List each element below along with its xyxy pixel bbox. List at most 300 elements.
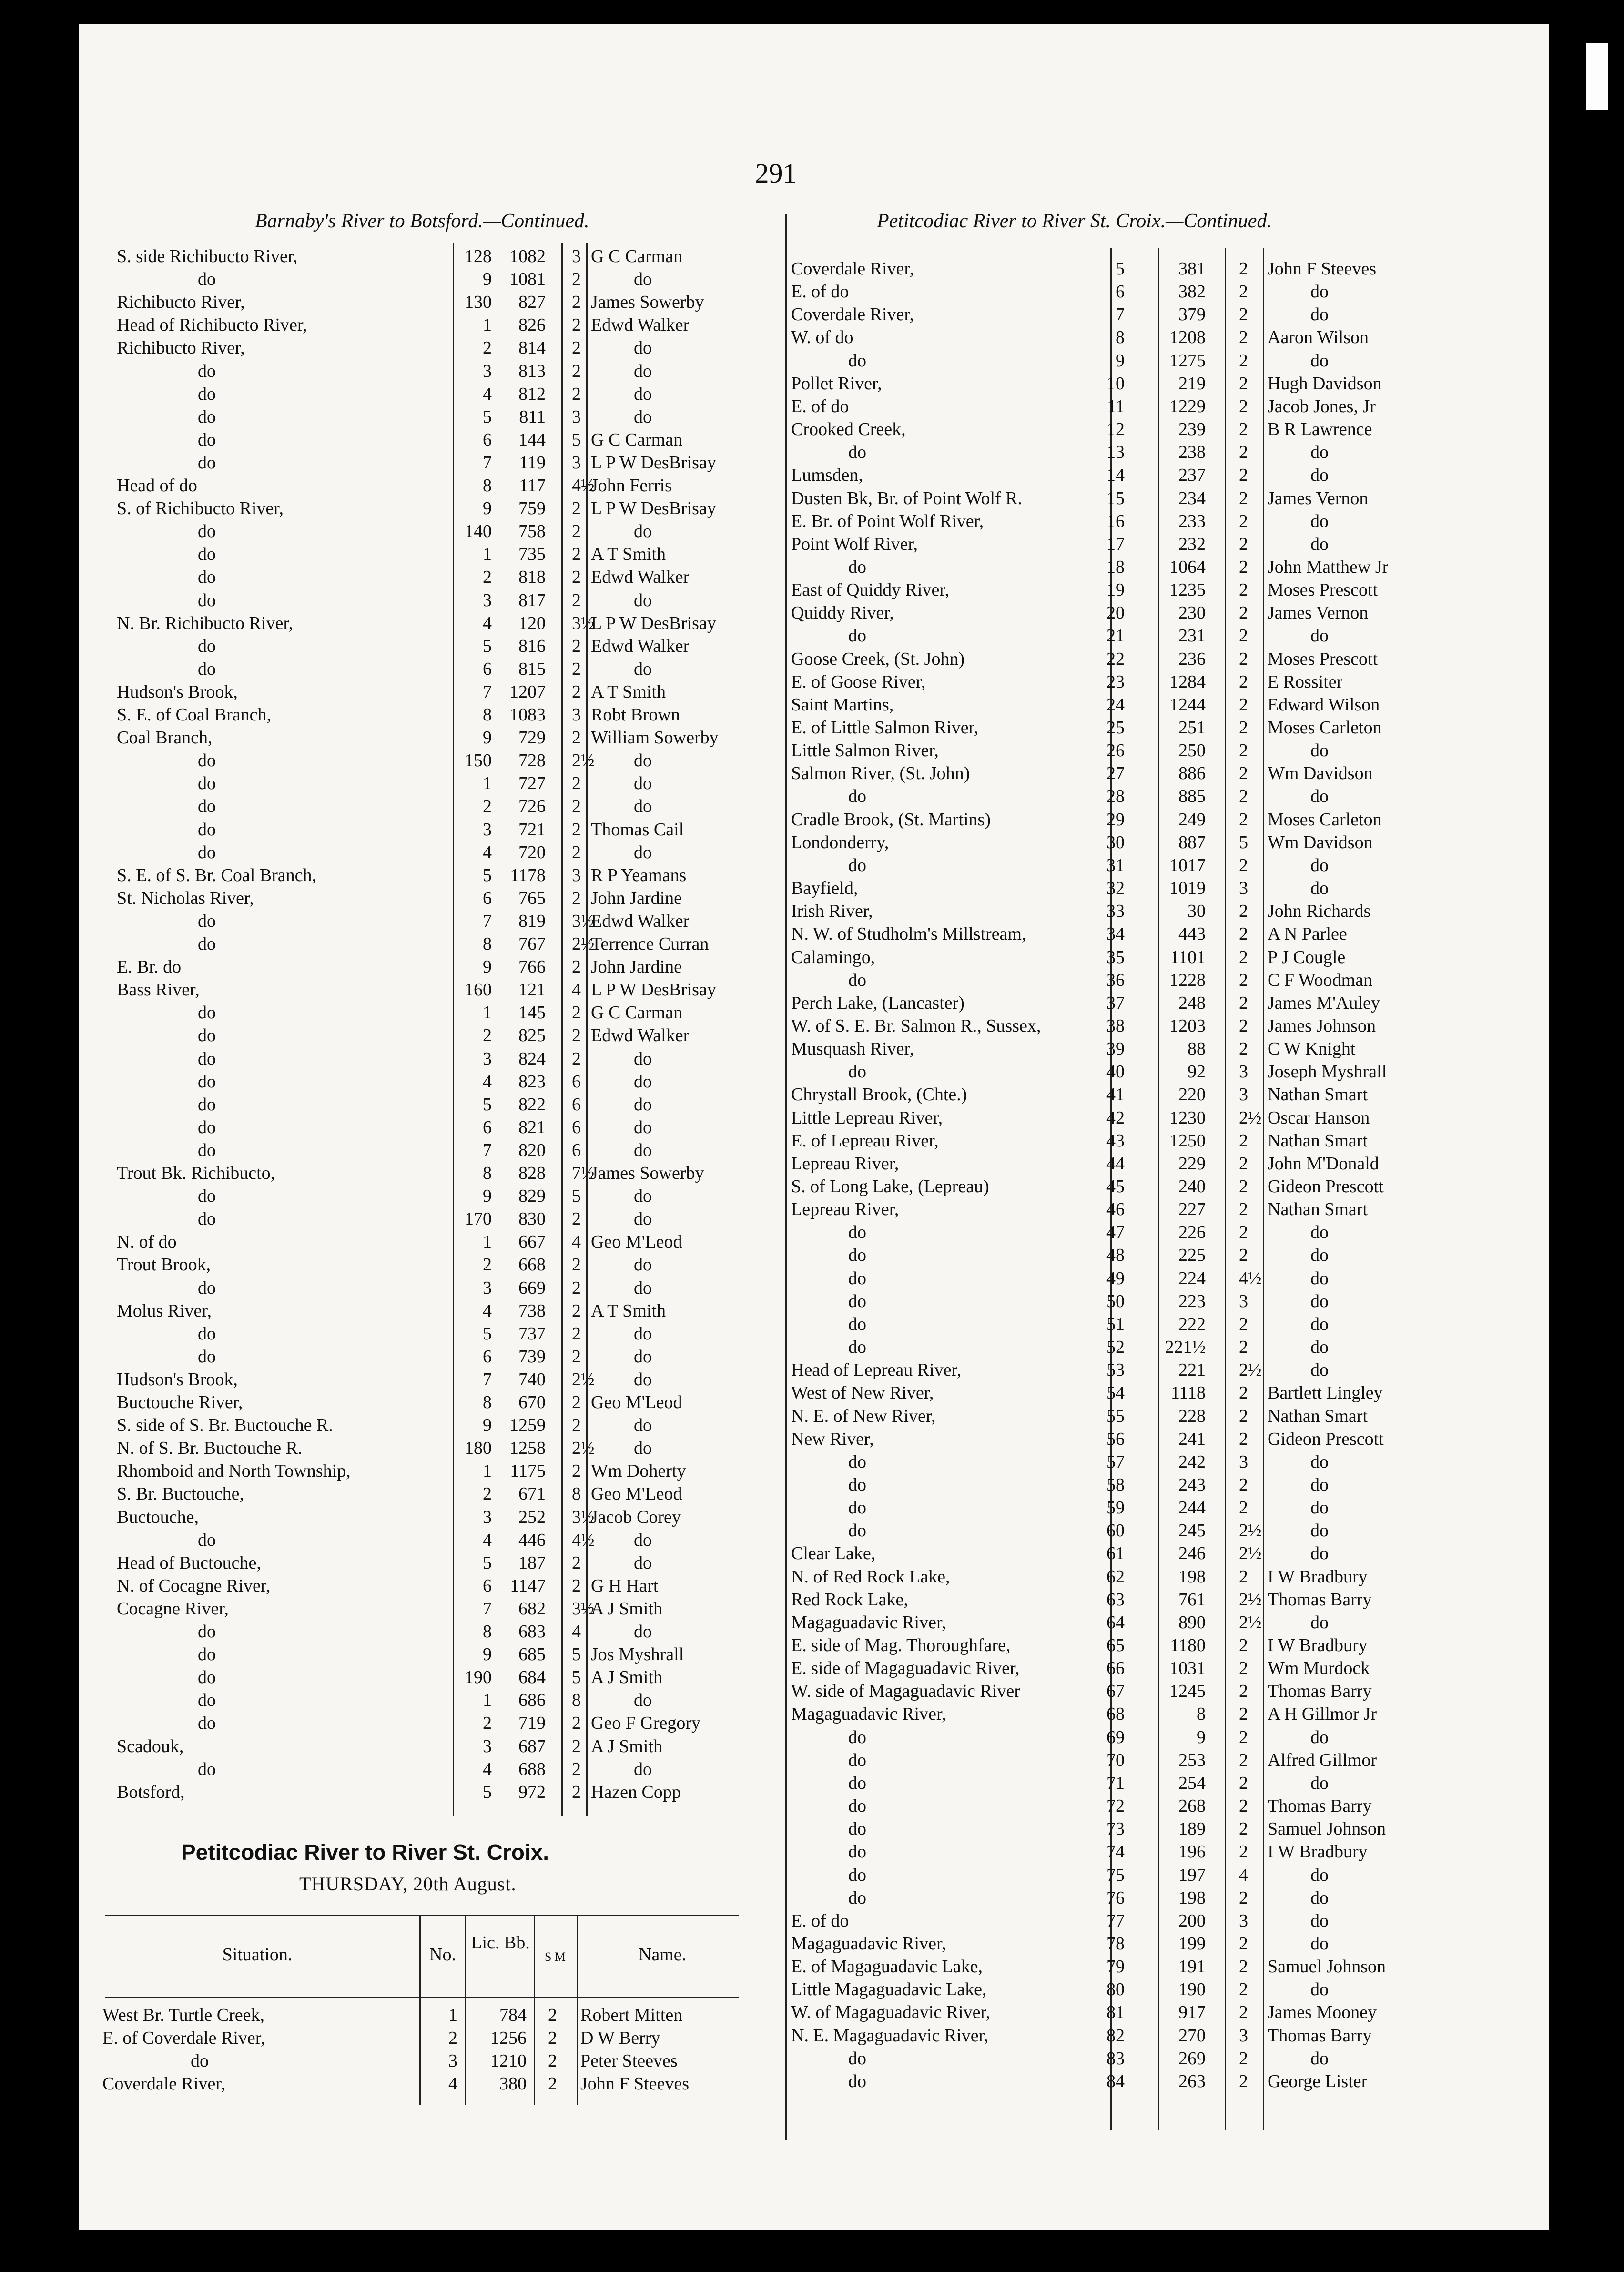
licence-cell: 1256: [490, 2028, 527, 2048]
licence-cell: 890: [1178, 1612, 1206, 1633]
situation-cell: do: [848, 557, 866, 577]
situation-cell: do: [198, 567, 216, 588]
miles-cell: 2: [1239, 1796, 1248, 1816]
licence-cell: 830: [518, 1209, 546, 1229]
number-cell: 8: [483, 476, 492, 496]
number-cell: 3: [483, 1507, 492, 1527]
miles-cell: 2: [548, 2074, 557, 2094]
licence-cell: 719: [518, 1713, 546, 1734]
number-cell: 83: [1106, 2048, 1125, 2069]
name-cell: L P W DesBrisay: [591, 613, 716, 633]
miles-cell: 2½: [1239, 1360, 1262, 1380]
situation-cell: do: [198, 1323, 216, 1344]
licence-cell: 886: [1178, 763, 1206, 784]
number-cell: 5: [483, 406, 492, 427]
licence-cell: 821: [518, 1117, 546, 1137]
licence-cell: 268: [1178, 1796, 1206, 1816]
miles-cell: 3½: [572, 911, 595, 931]
number-cell: 21: [1106, 626, 1125, 646]
number-cell: 160: [465, 980, 492, 1000]
situation-cell: Chrystall Brook, (Chte.): [791, 1085, 967, 1105]
name-cell: G C Carman: [591, 246, 683, 266]
miles-cell: 3: [572, 865, 581, 885]
licence-cell: 1082: [509, 246, 546, 266]
licence-cell: 828: [518, 1163, 546, 1183]
center-divider: [785, 214, 787, 2140]
number-cell: 41: [1106, 1085, 1125, 1105]
situation-cell: do: [198, 1530, 216, 1550]
situation-cell: do: [198, 269, 216, 290]
situation-cell: do: [848, 1887, 866, 1908]
situation-cell: W. side of Magaguadavic River: [791, 1681, 1020, 1702]
miles-cell: 2: [1239, 1199, 1248, 1220]
situation-cell: do: [198, 406, 216, 427]
situation-cell: E. of Coverdale River,: [102, 2028, 265, 2048]
situation-cell: S. of Long Lake, (Lepreau): [791, 1177, 989, 1197]
miles-cell: 2: [1239, 442, 1248, 463]
number-cell: 48: [1106, 1245, 1125, 1266]
miles-cell: 3½: [572, 613, 595, 633]
situation-cell: do: [198, 659, 216, 679]
name-cell: do: [634, 1622, 652, 1642]
name-cell: C F Woodman: [1268, 970, 1373, 990]
situation-cell: do: [848, 1750, 866, 1770]
header-lic: Lic. Bb.: [471, 1933, 530, 1953]
licence-cell: 1175: [510, 1461, 546, 1481]
number-cell: 9: [483, 957, 492, 977]
miles-cell: 2: [1239, 671, 1248, 692]
name-cell: A J Smith: [591, 1598, 662, 1619]
licence-cell: 819: [518, 911, 546, 931]
licence-cell: 667: [518, 1232, 546, 1252]
situation-cell: Molus River,: [117, 1300, 212, 1321]
licence-cell: 726: [518, 796, 546, 817]
number-cell: 150: [465, 751, 492, 771]
number-cell: 42: [1106, 1107, 1125, 1128]
licence-cell: 251: [1178, 718, 1206, 738]
licence-cell: 224: [1178, 1268, 1206, 1288]
miles-cell: 2: [572, 681, 581, 702]
number-cell: 81: [1106, 2002, 1125, 2023]
miles-cell: 2: [1239, 1979, 1248, 2000]
situation-cell: West Br. Turtle Creek,: [102, 2005, 264, 2025]
situation-cell: Head of Buctouche,: [117, 1552, 261, 1573]
situation-cell: Crooked Creek,: [791, 419, 906, 440]
licence-cell: 735: [518, 544, 546, 565]
number-cell: 4: [483, 384, 492, 404]
number-cell: 9: [483, 269, 492, 290]
name-cell: P J Cougle: [1268, 947, 1346, 967]
number-cell: 4: [483, 613, 492, 633]
licence-cell: 1178: [510, 865, 546, 885]
miles-cell: 2: [572, 590, 581, 610]
situation-cell: do: [198, 1644, 216, 1665]
number-cell: 66: [1106, 1658, 1125, 1679]
licence-cell: 381: [1178, 259, 1206, 279]
miles-cell: 3½: [572, 1507, 595, 1527]
situation-cell: S. of Richibucto River,: [117, 498, 284, 519]
name-cell: do: [634, 1140, 652, 1160]
name-cell: Geo M'Leod: [591, 1392, 682, 1412]
licence-cell: 818: [518, 567, 546, 588]
situation-cell: Richibucto River,: [117, 338, 245, 358]
licence-cell: 729: [518, 728, 546, 748]
miles-cell: 2: [1239, 993, 1248, 1013]
miles-cell: 4½: [1239, 1268, 1262, 1288]
miles-cell: 2: [572, 1048, 581, 1069]
number-cell: 128: [465, 246, 492, 266]
miles-cell: 2: [572, 269, 581, 290]
name-cell: do: [1310, 626, 1329, 646]
miles-cell: 2: [1239, 1498, 1248, 1518]
left-rule-2: [561, 243, 563, 1816]
number-cell: 9: [1116, 350, 1125, 371]
licence-cell: 1081: [509, 269, 546, 290]
miles-cell: 2: [572, 1025, 581, 1046]
situation-cell: do: [198, 1713, 216, 1734]
miles-cell: 5: [572, 1186, 581, 1207]
miles-cell: 2: [1239, 1153, 1248, 1174]
number-cell: 6: [483, 1117, 492, 1137]
name-cell: Wm Murdock: [1268, 1658, 1370, 1679]
name-cell: Alfred Gillmor: [1268, 1750, 1377, 1770]
situation-cell: do: [198, 796, 216, 817]
situation-cell: do: [848, 1291, 866, 1311]
miles-cell: 2: [1239, 649, 1248, 669]
licence-cell: 197: [1178, 1865, 1206, 1885]
right-column-header: Petitcodiac River to River St. Croix.—Continued.: [877, 210, 1272, 232]
situation-cell: do: [848, 1337, 866, 1358]
miles-cell: 2: [1239, 694, 1248, 715]
miles-cell: 2: [572, 728, 581, 748]
miles-cell: 2: [572, 1575, 581, 1596]
number-cell: 8: [483, 1163, 492, 1183]
number-cell: 8: [483, 1392, 492, 1412]
number-cell: 53: [1106, 1360, 1125, 1380]
header-sm: S M: [544, 1950, 566, 1964]
miles-cell: 2: [1239, 1474, 1248, 1495]
situation-cell: N. of S. Br. Buctouche R.: [117, 1438, 303, 1459]
number-cell: 2: [483, 1255, 492, 1275]
number-cell: 3: [483, 1736, 492, 1756]
situation-cell: E. of Goose River,: [791, 671, 926, 692]
number-cell: 36: [1106, 970, 1125, 990]
situation-cell: Red Rock Lake,: [791, 1589, 908, 1610]
name-cell: Jacob Jones, Jr: [1268, 396, 1376, 416]
miles-cell: 2: [1239, 1383, 1248, 1403]
miles-cell: 2½: [1239, 1107, 1262, 1128]
number-cell: 4: [448, 2074, 457, 2094]
miles-cell: 2: [572, 888, 581, 908]
number-cell: 2: [483, 1713, 492, 1734]
licence-cell: 784: [499, 2005, 527, 2025]
name-cell: L P W DesBrisay: [591, 980, 716, 1000]
licence-cell: 269: [1178, 2048, 1206, 2069]
licence-cell: 1208: [1169, 327, 1206, 348]
situation-cell: do: [848, 350, 866, 371]
situation-cell: Lumsden,: [791, 465, 863, 486]
name-cell: do: [634, 1071, 652, 1092]
number-cell: 3: [448, 2051, 457, 2071]
name-cell: do: [1310, 1314, 1329, 1334]
situation-cell: Point Wolf River,: [791, 534, 918, 554]
situation-cell: do: [198, 452, 216, 473]
licence-cell: 250: [1178, 740, 1206, 761]
number-cell: 64: [1106, 1612, 1125, 1633]
situation-cell: Little Lepreau River,: [791, 1107, 943, 1128]
licence-cell: 239: [1178, 419, 1206, 440]
licence-cell: 683: [518, 1622, 546, 1642]
situation-cell: Little Salmon River,: [791, 740, 939, 761]
name-cell: Gideon Prescott: [1268, 1429, 1384, 1449]
name-cell: A H Gillmor Jr: [1268, 1704, 1377, 1724]
number-cell: 39: [1106, 1039, 1125, 1059]
licence-cell: 765: [518, 888, 546, 908]
name-cell: Terrence Curran: [591, 934, 709, 954]
situation-cell: do: [198, 934, 216, 954]
number-cell: 24: [1106, 694, 1125, 715]
number-cell: 130: [465, 292, 492, 313]
number-cell: 56: [1106, 1429, 1125, 1449]
name-cell: do: [634, 1530, 652, 1550]
licence-cell: 198: [1178, 1566, 1206, 1587]
number-cell: 57: [1106, 1451, 1125, 1472]
licence-cell: 687: [518, 1736, 546, 1756]
licence-cell: 822: [518, 1094, 546, 1115]
situation-cell: do: [848, 786, 866, 807]
licence-cell: 225: [1178, 1245, 1206, 1266]
number-cell: 70: [1106, 1750, 1125, 1770]
name-cell: L P W DesBrisay: [591, 452, 716, 473]
situation-cell: Cocagne River,: [117, 1598, 229, 1619]
name-cell: do: [634, 1186, 652, 1207]
name-cell: do: [1310, 878, 1329, 899]
number-cell: 4: [483, 1071, 492, 1092]
miles-cell: 2: [1239, 1177, 1248, 1197]
number-cell: 6: [1116, 282, 1125, 302]
name-cell: James Vernon: [1268, 603, 1369, 623]
miles-cell: 2: [572, 1782, 581, 1802]
name-cell: Samuel Johnson: [1268, 1819, 1386, 1839]
licence-cell: 682: [518, 1598, 546, 1619]
name-cell: Wm Davidson: [1268, 763, 1373, 784]
number-cell: 44: [1106, 1153, 1125, 1174]
licence-cell: 668: [518, 1255, 546, 1275]
situation-cell: Salmon River, (St. John): [791, 763, 970, 784]
miles-cell: 2½: [572, 934, 595, 954]
number-cell: 3: [483, 361, 492, 381]
situation-cell: do: [848, 442, 866, 463]
name-cell: Gideon Prescott: [1268, 1177, 1384, 1197]
name-cell: do: [1310, 304, 1329, 325]
number-cell: 17: [1106, 534, 1125, 554]
number-cell: 2: [483, 567, 492, 588]
name-cell: Edwd Walker: [591, 636, 690, 656]
name-cell: A T Smith: [591, 681, 666, 702]
miles-cell: 2: [1239, 763, 1248, 784]
situation-cell: do: [848, 1222, 866, 1243]
number-cell: 3: [483, 1048, 492, 1069]
name-cell: Jacob Corey: [591, 1507, 681, 1527]
miles-cell: 2½: [572, 751, 595, 771]
miles-cell: 4: [572, 980, 581, 1000]
name-cell: do: [634, 842, 652, 862]
situation-cell: Buctouche River,: [117, 1392, 243, 1412]
situation-cell: do: [198, 429, 216, 450]
miles-cell: 2½: [1239, 1543, 1262, 1564]
number-cell: 35: [1106, 947, 1125, 967]
miles-cell: 2: [572, 1736, 581, 1756]
licence-cell: 8: [1197, 1704, 1206, 1724]
situation-cell: N. of do: [117, 1232, 177, 1252]
licence-cell: 758: [518, 521, 546, 542]
number-cell: 2: [483, 1484, 492, 1504]
name-cell: do: [1310, 282, 1329, 302]
number-cell: 7: [483, 1598, 492, 1619]
number-cell: 6: [483, 888, 492, 908]
number-cell: 5: [483, 636, 492, 656]
licence-cell: 721: [518, 819, 546, 840]
situation-cell: do: [848, 1498, 866, 1518]
number-cell: 14: [1106, 465, 1125, 486]
licence-cell: 1101: [1170, 947, 1206, 967]
situation-cell: S. side Richibucto River,: [117, 246, 298, 266]
miles-cell: 2: [572, 338, 581, 358]
situation-cell: S. side of S. Br. Buctouche R.: [117, 1415, 333, 1436]
miles-cell: 2: [1239, 259, 1248, 279]
situation-cell: Calamingo,: [791, 947, 875, 967]
situation-cell: do: [198, 751, 216, 771]
name-cell: James M'Auley: [1268, 993, 1380, 1013]
miles-cell: 2: [572, 1278, 581, 1298]
miles-cell: 2: [1239, 2048, 1248, 2069]
name-cell: do: [634, 659, 652, 679]
name-cell: do: [1310, 1887, 1329, 1908]
header-no: No.: [429, 1945, 456, 1965]
name-cell: do: [634, 361, 652, 381]
licence-cell: 688: [518, 1759, 546, 1779]
situation-cell: do: [848, 970, 866, 990]
miles-cell: 3½: [572, 1598, 595, 1619]
number-cell: 4: [483, 1300, 492, 1321]
name-cell: do: [1310, 511, 1329, 531]
licence-cell: 1244: [1169, 694, 1206, 715]
number-cell: 1: [483, 1232, 492, 1252]
name-cell: do: [1310, 1521, 1329, 1541]
licence-cell: 1284: [1169, 671, 1206, 692]
licence-cell: 246: [1178, 1543, 1206, 1564]
number-cell: 59: [1106, 1498, 1125, 1518]
miles-cell: 8: [572, 1484, 581, 1504]
name-cell: do: [634, 1552, 652, 1573]
name-cell: Edwd Walker: [591, 567, 690, 588]
situation-cell: Irish River,: [791, 901, 873, 922]
situation-cell: E. of Little Salmon River,: [791, 718, 979, 738]
licence-cell: 720: [518, 842, 546, 862]
number-cell: 50: [1106, 1291, 1125, 1311]
miles-cell: 3: [572, 452, 581, 473]
situation-cell: do: [848, 1842, 866, 1862]
number-cell: 51: [1106, 1314, 1125, 1334]
situation-cell: do: [198, 1071, 216, 1092]
name-cell: Moses Prescott: [1268, 580, 1378, 600]
number-cell: 43: [1106, 1130, 1125, 1151]
situation-cell: Rhomboid and North Township,: [117, 1461, 351, 1481]
number-cell: 2: [483, 796, 492, 817]
number-cell: 20: [1106, 603, 1125, 623]
licence-cell: 117: [519, 476, 546, 496]
situation-cell: do: [848, 1268, 866, 1288]
situation-cell: do: [191, 2051, 209, 2071]
name-cell: James Sowerby: [591, 292, 704, 313]
header-situation: Situation.: [222, 1945, 293, 1965]
miles-cell: 2: [572, 842, 581, 862]
miles-cell: 2: [1239, 1245, 1248, 1266]
licence-cell: 221: [1178, 1360, 1206, 1380]
licence-cell: 1230: [1169, 1107, 1206, 1128]
licence-cell: 144: [518, 429, 546, 450]
right-rule-3: [1225, 248, 1226, 2130]
situation-cell: do: [198, 1003, 216, 1023]
miles-cell: 2: [1239, 1704, 1248, 1724]
licence-cell: 829: [518, 1186, 546, 1207]
miles-cell: 2: [572, 1003, 581, 1023]
name-cell: do: [1310, 1222, 1329, 1243]
situation-cell: Richibucto River,: [117, 292, 245, 313]
miles-cell: 4½: [572, 476, 595, 496]
licence-cell: 30: [1188, 901, 1206, 922]
name-cell: do: [634, 751, 652, 771]
licence-cell: 236: [1178, 649, 1206, 669]
number-cell: 3: [483, 590, 492, 610]
licence-cell: 740: [518, 1369, 546, 1390]
licence-cell: 245: [1178, 1521, 1206, 1541]
name-cell: do: [1310, 1268, 1329, 1288]
name-cell: E Rossiter: [1268, 671, 1343, 692]
name-cell: James Mooney: [1268, 2002, 1377, 2023]
name-cell: do: [1310, 1337, 1329, 1358]
miles-cell: 2: [548, 2005, 557, 2025]
miles-cell: 2½: [1239, 1612, 1262, 1633]
miles-cell: 2: [1239, 1429, 1248, 1449]
miles-cell: 2: [572, 544, 581, 565]
situation-cell: S. E. of S. Br. Coal Branch,: [117, 865, 317, 885]
miles-cell: 2: [1239, 419, 1248, 440]
number-cell: 32: [1106, 878, 1125, 899]
number-cell: 19: [1106, 580, 1125, 600]
number-cell: 28: [1106, 786, 1125, 807]
licence-cell: 813: [518, 361, 546, 381]
name-cell: do: [1310, 1727, 1329, 1747]
name-cell: Nathan Smart: [1268, 1130, 1368, 1151]
licence-cell: 761: [1178, 1589, 1206, 1610]
situation-cell: Trout Brook,: [117, 1255, 211, 1275]
miles-cell: 2: [1239, 304, 1248, 325]
number-cell: 8: [1116, 327, 1125, 348]
name-cell: Joseph Myshrall: [1268, 1062, 1387, 1082]
right-rule-4: [1263, 248, 1264, 2130]
miles-cell: 2: [1239, 1681, 1248, 1702]
licence-cell: 767: [518, 934, 546, 954]
name-cell: John Ferris: [591, 476, 672, 496]
miles-cell: 5: [1239, 832, 1248, 852]
miles-cell: 2: [572, 1392, 581, 1412]
number-cell: 25: [1106, 718, 1125, 738]
situation-cell: E. of Magaguadavic Lake,: [791, 1957, 983, 1977]
miles-cell: 2½: [1239, 1521, 1262, 1541]
miles-cell: 7½: [572, 1163, 595, 1183]
miles-cell: 5: [572, 1644, 581, 1665]
